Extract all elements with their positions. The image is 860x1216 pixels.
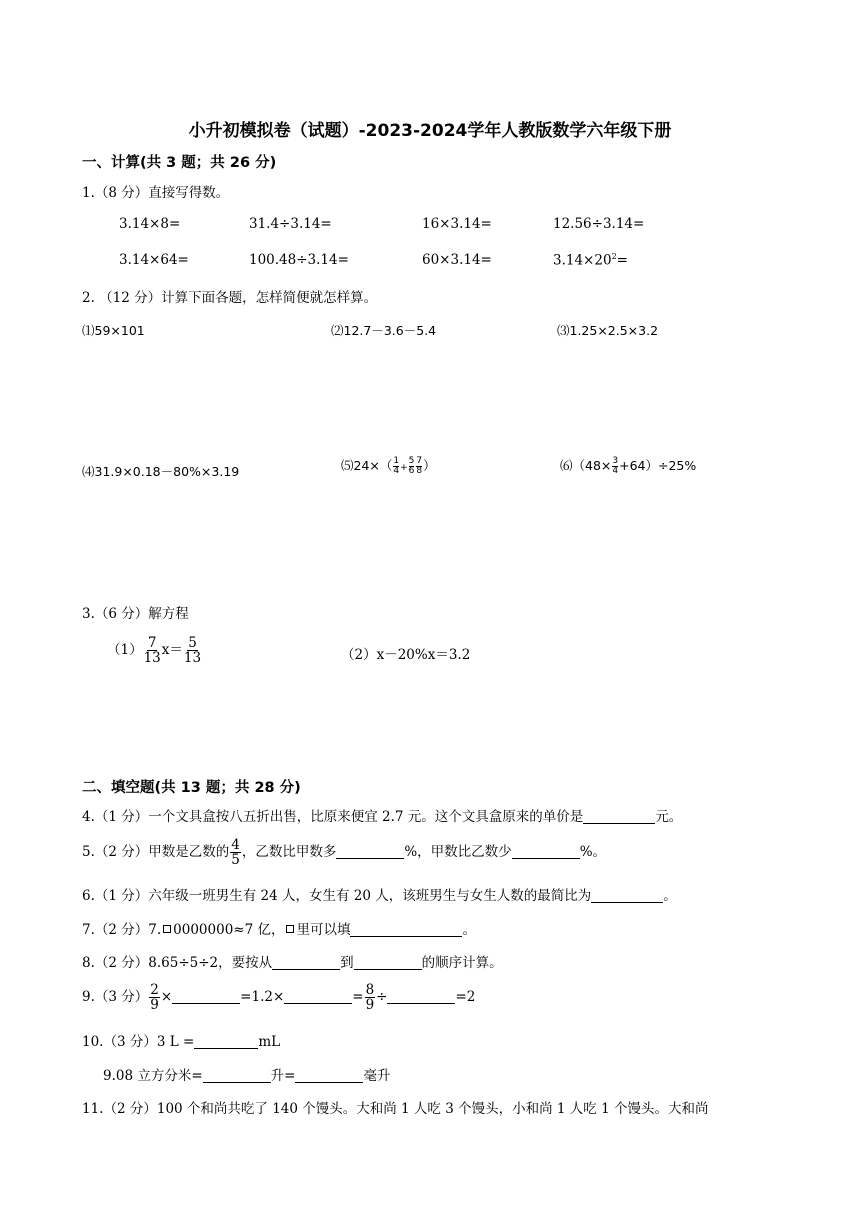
answer-blank[interactable] [203,1068,271,1083]
q1-item: 60×3.14= [422,252,492,268]
answer-blank[interactable] [272,955,340,970]
question-11: 11.（2 分）100 个和尚共吃了 140 个馒头。大和尚 1 人吃 3 个馒头，小和尚 1 人吃 1 个馒头。大和尚 [82,1101,709,1117]
answer-blank[interactable] [350,922,462,937]
q1-item-power: $3.14\times 20^2=$ [553,252,628,269]
q1-item: 12.56÷3.14= [553,216,645,232]
question-10-line-1: 10.（3 分）3 L = mL [82,1034,281,1050]
answer-blank[interactable] [512,844,580,859]
q1-item: 100.48÷3.14= [249,252,349,268]
q1-item: 3.14×8= [119,216,181,232]
page-title: 小升初模拟卷（试题）-2023-2024学年人教版数学六年级下册 [188,121,672,141]
q2-part-1: ⑴59×101 [82,323,145,338]
question-6: 6.（1 分）六年级一班男生有 24 人，女生有 20 人，该班男生与女生人数的最简比为 。 [82,888,677,904]
section-heading-calculation: 一、计算(共 3 题；共 26 分) [82,155,277,171]
empty-box-icon [163,925,171,933]
question-4: 4.（1 分）一个文具盒按八五折出售，比原来便宜 2.7 元。这个文具盒原来的单价是 元。 [82,809,683,825]
q1-item: 31.4÷3.14= [249,216,332,232]
q1-item: 3.14×64= [119,252,189,268]
answer-blank[interactable] [354,955,422,970]
q3-equation-1: （1） $\frac{7}{13}$ x＝ $\frac{5}{13}$ [107,635,202,667]
answer-blank[interactable] [172,989,240,1004]
answer-blank[interactable] [194,1034,258,1049]
q2-part-4: ⑷31.9×0.18－80%×3.19 [82,464,240,479]
answer-blank[interactable] [387,989,455,1004]
question-5: 5.（2 分）甲数是乙数的 $\frac{4}{5}$ ，乙数比甲数多 %，甲数比乙数少 %。 [82,837,607,869]
answer-blank[interactable] [284,989,352,1004]
question-3-prompt: 3.（6 分）解方程 [82,606,189,622]
question-2-prompt: 2. （12 分）计算下面各题，怎样简便就怎样算。 [82,290,378,306]
q2-part-6: ⑹（48× $\frac{3}{4}$ +64）÷25% [560,455,697,476]
question-9: 9.（3 分） $\frac{2}{9}$ × =1.2× = $\frac{8}{9}$ ÷ =2 [82,982,476,1014]
question-10-line-2: 9.08 立方分米= 升= 毫升 [103,1068,391,1084]
answer-blank[interactable] [336,844,404,859]
q1-item: 16×3.14= [422,216,492,232]
q2-part-2: ⑵12.7－3.6－5.4 [331,323,437,338]
q2-part-3: ⑶1.25×2.5×3.2 [557,323,659,338]
empty-box-icon [286,925,294,933]
answer-blank[interactable] [295,1068,363,1083]
answer-blank[interactable] [591,888,663,903]
answer-blank[interactable] [583,809,655,824]
question-1-prompt: 1.（8 分）直接写得数。 [82,185,230,201]
question-8: 8.（2 分）8.65÷5÷2，要按从 到 的顺序计算。 [82,955,503,971]
q2-part-5: ⑸24×（ $\frac{1}{4}$ + $\frac{5}{6}$ $\frac{7}{8}$ ） [341,455,436,476]
q3-equation-2: （2）x－20%x＝3.2 [341,647,471,663]
section-heading-fill-in: 二、填空题(共 13 题；共 28 分) [82,780,301,796]
question-7: 7.（2 分）7. 0000000≈7 亿， 里可以填 。 [82,922,476,938]
